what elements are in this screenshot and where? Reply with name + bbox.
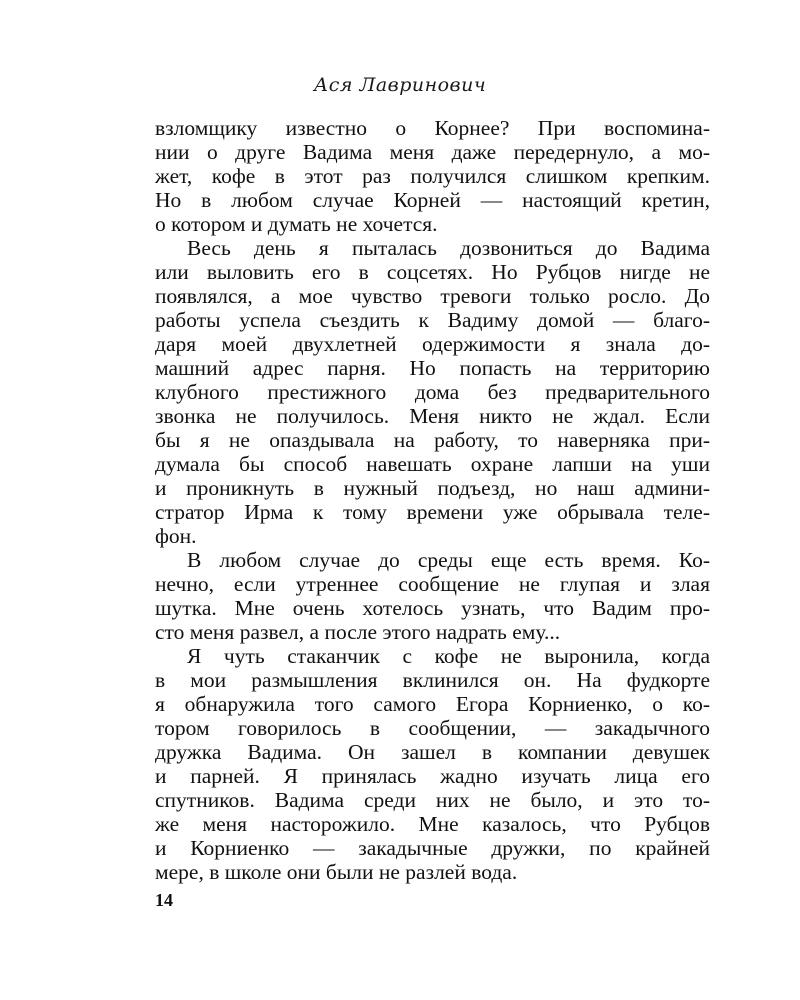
text-line: Весь день я пыталась дозвониться до Вадима	[187, 236, 710, 260]
text-line: думала бы способ навешать охране лапши на уши	[155, 452, 710, 476]
text-line: и проникнуть в нужный подъезд, но наш админи-	[155, 476, 710, 500]
text-line: о котором и думать не хочется.	[155, 212, 438, 236]
text-line: и парней. Я принялась жадно изучать лица его	[155, 764, 710, 788]
text-line: тором говорилось в сообщении, — закадычного	[155, 716, 710, 740]
text-line: В любом случае до среды еще есть время. Ко-	[187, 548, 710, 572]
text-line: сто меня развел, а после этого надрать ему...	[155, 620, 561, 644]
text-line: Я чуть стаканчик с кофе не выронила, когда	[187, 644, 710, 668]
text-line: фон.	[155, 524, 197, 548]
text-line: в мои размышления вклинился он. На фудкорте	[155, 668, 710, 692]
text-line: даря моей двухлетней одержимости я знала до-	[155, 332, 710, 356]
text-line: и Корниенко — закадычные дружки, по крайней	[155, 836, 710, 860]
text-line: нечно, если утреннее сообщение не глупая и злая	[155, 572, 710, 596]
text-line: работы успела съездить к Вадиму домой — благо-	[155, 308, 710, 332]
text-line: взломщику известно о Корнее? При воспомина-	[155, 116, 710, 140]
text-line: же меня насторожило. Мне казалось, что Рубцов	[155, 812, 710, 836]
text-line: нии о друге Вадима меня даже передернуло, а мо-	[155, 140, 710, 164]
text-line: машний адрес парня. Но попасть на территорию	[155, 356, 710, 380]
text-line: звонка не получилось. Меня никто не ждал. Если	[155, 404, 710, 428]
text-line: спутников. Вадима среди них не было, и это то-	[155, 788, 710, 812]
page-number: 14	[155, 890, 173, 910]
body-text	[155, 116, 710, 884]
text-line: или выловить его в соцсетях. Но Рубцов нигде не	[155, 260, 710, 284]
text-line: Но в любом случае Корней — настоящий кретин,	[155, 188, 710, 212]
running-head-author: Ася Лавринович	[313, 74, 487, 96]
text-line: бы я не опаздывала на работу, то наверняка при-	[155, 428, 710, 452]
text-line: я обнаружила того самого Егора Корниенко, о ко-	[155, 692, 710, 716]
text-line: клубного престижного дома без предварительного	[155, 380, 710, 404]
text-line: мере, в школе они были не разлей вода.	[155, 860, 518, 884]
text-line: дружка Вадима. Он зашел в компании девушек	[155, 740, 710, 764]
text-line: шутка. Мне очень хотелось узнать, что Вадим про-	[155, 596, 710, 620]
text-line: стратор Ирма к тому времени уже обрывала теле-	[155, 500, 710, 524]
text-line: жет, кофе в этот раз получился слишком крепким.	[155, 164, 710, 188]
text-line: появлялся, а мое чувство тревоги только росло. До	[155, 284, 710, 308]
